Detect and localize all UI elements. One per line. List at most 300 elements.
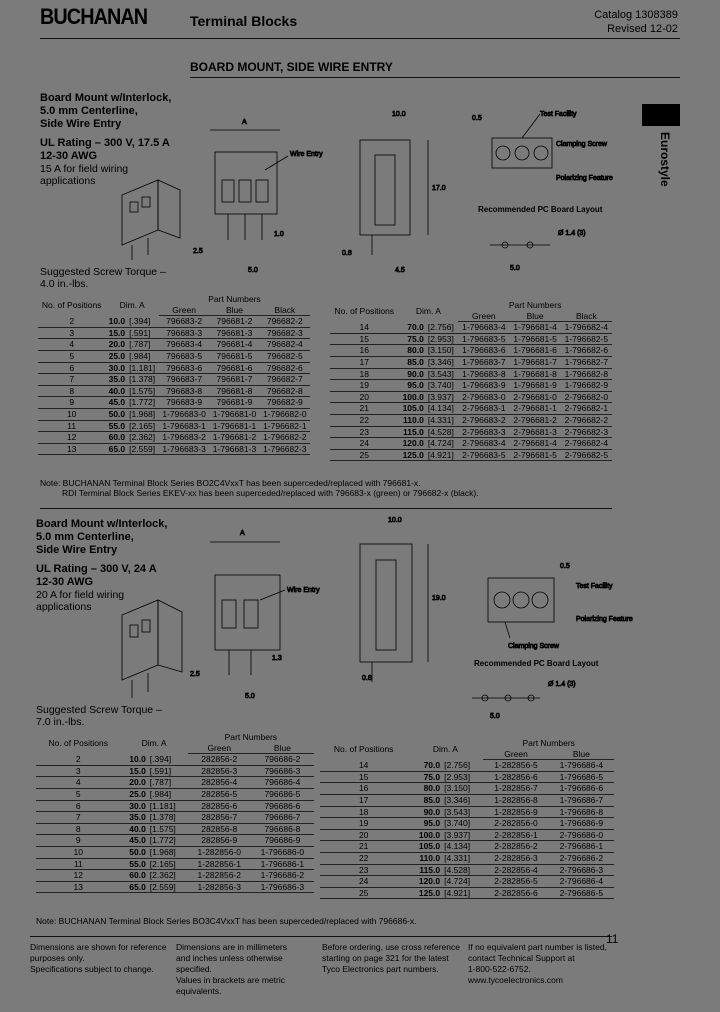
cell-green: 282856-2 [188, 754, 251, 766]
cell-dim-mm: 95.0 [407, 818, 442, 830]
cell-positions: 19 [320, 818, 407, 830]
cell-positions: 21 [330, 403, 399, 415]
cell-positions: 13 [38, 443, 105, 455]
cell-dim-in: [4.331] [442, 852, 483, 864]
cell-dim-mm: 55.0 [105, 420, 127, 432]
footer-col1-line1: Dimensions are shown for reference [30, 942, 167, 952]
block2-torque-2: 7.0 in.-lbs. [36, 716, 85, 728]
cell-dim-mm: 25.0 [120, 788, 147, 800]
cell-positions: 23 [330, 426, 399, 438]
cell-positions: 8 [38, 385, 105, 397]
cell-dim-in: [4.134] [442, 841, 483, 853]
cell-dim-in: [3.740] [442, 818, 483, 830]
cell-dim-mm: 70.0 [407, 760, 442, 772]
cell-dim-mm: 25.0 [105, 350, 127, 362]
cell-positions: 18 [330, 368, 399, 380]
cell-dim-in: [4.724] [442, 876, 483, 888]
cell-green: 1-282856-9 [483, 806, 548, 818]
cell-green: 1-796683-9 [458, 380, 509, 392]
cell-dim-in: [1.575] [148, 823, 188, 835]
block1-d0-5: 0.5 [472, 115, 482, 122]
table-row [320, 864, 614, 876]
block1-pcb-d5-0: 5.0 [510, 265, 520, 272]
cell-dim-in: [.787] [148, 777, 188, 789]
footer-col2-line2: and inches unless otherwise specified. [176, 953, 283, 974]
cell-green: 1-796683-7 [458, 356, 509, 368]
table-row [36, 870, 314, 882]
table-row [330, 449, 612, 461]
cell-positions: 9 [38, 397, 105, 409]
block1-iso-drawing [122, 180, 180, 260]
cell-dim-mm: 55.0 [120, 858, 147, 870]
table-row [320, 852, 614, 864]
block1-d2-5: 2.5 [193, 248, 203, 255]
block1-d10-0: 10.0 [392, 111, 406, 118]
col-green: Green [483, 749, 548, 760]
cell-positions: 3 [38, 327, 105, 339]
cell-blue: 2-796686-1 [549, 841, 614, 853]
cell-black: 1-796682-3 [260, 443, 310, 455]
cell-dim-in: [3.346] [426, 356, 458, 368]
cell-blue: 796681-5 [209, 350, 259, 362]
cell-positions: 7 [36, 812, 120, 824]
col-part-numbers: Part Numbers [522, 738, 575, 748]
cell-dim-mm: 85.0 [407, 794, 442, 806]
cell-positions: 15 [320, 771, 407, 783]
block2-d10-0: 10.0 [388, 517, 402, 524]
block1-pcb-title: Recommended PC Board Layout [478, 205, 603, 214]
footer-col2-line1: Dimensions are in millimeters [176, 942, 288, 952]
block1-top-drawing [472, 111, 613, 182]
cell-dim-mm: 85.0 [399, 356, 426, 368]
cell-blue: 796681-3 [209, 327, 259, 339]
cell-blue: 796681-9 [209, 397, 259, 409]
cell-blue: 1-796686-0 [251, 846, 314, 858]
block2-table-left [36, 732, 314, 893]
cell-positions: 12 [36, 870, 120, 882]
cell-dim-mm: 65.0 [120, 881, 147, 893]
table-row [38, 432, 310, 444]
cell-black: 796682-6 [260, 362, 310, 374]
cell-dim-in: [3.937] [442, 829, 483, 841]
col-blue: Blue [209, 305, 259, 316]
cell-black: 1-796682-5 [561, 333, 612, 345]
cell-positions: 5 [36, 788, 120, 800]
cell-green: 2-282856-5 [483, 876, 548, 888]
table-row [38, 408, 310, 420]
col-part-numbers: Part Numbers [208, 294, 261, 304]
cell-green: 282856-8 [188, 823, 251, 835]
cell-dim-mm: 35.0 [105, 374, 127, 386]
block2-d19-0: 19.0 [432, 595, 446, 602]
cell-blue: 1-796681-2 [209, 432, 259, 444]
cell-positions: 25 [330, 449, 399, 461]
cell-dim-in: [1.575] [127, 385, 159, 397]
cell-dim-mm: 50.0 [105, 408, 127, 420]
block1-front-drawing [193, 119, 323, 274]
cell-blue: 1-796686-7 [549, 794, 614, 806]
cell-green: 1-796683-8 [458, 368, 509, 380]
table-row [320, 783, 614, 795]
table-row [320, 841, 614, 853]
cell-positions: 6 [36, 800, 120, 812]
cell-black: 2-796682-0 [561, 391, 612, 403]
cell-positions: 2 [38, 316, 105, 328]
cell-blue: 2-796681-0 [509, 391, 560, 403]
table-row [330, 345, 612, 357]
cell-positions: 3 [36, 765, 120, 777]
block1-note [40, 478, 479, 498]
cell-positions: 14 [330, 322, 399, 334]
side-tab-label: Eurostyle [658, 132, 672, 187]
cell-green: 2-796683-4 [458, 438, 509, 450]
cell-green: 1-282856-0 [188, 846, 251, 858]
table-row [330, 356, 612, 368]
cell-dim-mm: 30.0 [105, 362, 127, 374]
col-dim-a: Dim. A [119, 299, 145, 310]
table-row [38, 316, 310, 328]
cell-dim-mm: 30.0 [120, 800, 147, 812]
cell-black: 1-796682-2 [260, 432, 310, 444]
brand-logo: BUCHANAN [40, 4, 148, 29]
col-positions: No. of Positions [48, 737, 108, 748]
block2-table-right [320, 738, 614, 899]
cell-dim-mm: 120.0 [399, 438, 426, 450]
cell-green: 796683-7 [159, 374, 209, 386]
cell-blue: 796686-7 [251, 812, 314, 824]
table-row [38, 420, 310, 432]
cell-black: 796682-9 [260, 397, 310, 409]
block1-field-1: 15 A for field wiring [40, 163, 129, 175]
cell-dim-mm: 20.0 [120, 777, 147, 789]
table-row [36, 765, 314, 777]
footer-col3-line1: Before ordering, use cross reference [322, 942, 460, 952]
table-row [330, 391, 612, 403]
cell-blue: 1-796681-4 [509, 322, 560, 334]
cell-green: 796683-5 [159, 350, 209, 362]
table-row [320, 876, 614, 888]
cell-dim-in: [.591] [127, 327, 159, 339]
cell-blue: 2-796686-3 [549, 864, 614, 876]
cell-black: 796682-2 [260, 316, 310, 328]
block2-d1-4: Ø 1.4 (3) [548, 681, 576, 688]
cell-dim-mm: 90.0 [407, 806, 442, 818]
cell-black: 2-796682-3 [561, 426, 612, 438]
cell-blue: 1-796686-5 [549, 771, 614, 783]
block1-table-left [38, 294, 310, 455]
cell-dim-mm: 65.0 [105, 443, 127, 455]
table-row [330, 380, 612, 392]
col-positions: No. of Positions [333, 743, 394, 754]
block2-title-1: Board Mount w/Interlock, [36, 518, 168, 530]
cell-dim-mm: 70.0 [399, 322, 426, 334]
block2-pcb-d5-0: 5.0 [490, 713, 500, 720]
cell-blue: 796681-2 [209, 316, 259, 328]
table-row [36, 823, 314, 835]
cell-black: 796682-3 [260, 327, 310, 339]
table-row [36, 754, 314, 766]
cell-blue: 796686-5 [251, 788, 314, 800]
cell-black: 1-796682-1 [260, 420, 310, 432]
cell-dim-mm: 60.0 [120, 870, 147, 882]
cell-black: 1-796682-8 [561, 368, 612, 380]
block2-clamping-screw: Clamping Screw [508, 643, 559, 650]
cell-green: 1-796683-1 [159, 420, 209, 432]
cell-blue: 796686-4 [251, 777, 314, 789]
footer-col2-line4: equivalents. [176, 986, 222, 996]
cell-dim-in: [1.968] [148, 846, 188, 858]
footer-col-2 [176, 942, 321, 997]
block1-table-right [330, 300, 612, 461]
cell-dim-mm: 95.0 [399, 380, 426, 392]
cell-positions: 17 [320, 794, 407, 806]
block1-wire-entry-label: Wire Entry [290, 151, 323, 158]
cell-positions: 5 [38, 350, 105, 362]
cell-positions: 17 [330, 356, 399, 368]
cell-blue: 796686-9 [251, 835, 314, 847]
cell-green: 2-282856-6 [483, 887, 548, 899]
cell-green: 1-796683-4 [458, 322, 509, 334]
cell-dim-in: [2.362] [148, 870, 188, 882]
block2-awg: 12-30 AWG [36, 576, 94, 588]
cell-dim-mm: 20.0 [105, 339, 127, 351]
cell-blue: 2-796681-5 [509, 449, 560, 461]
cell-dim-mm: 60.0 [105, 432, 127, 444]
cell-positions: 19 [330, 380, 399, 392]
cell-blue: 1-796686-4 [549, 760, 614, 772]
cell-green: 282856-7 [188, 812, 251, 824]
cell-blue: 796681-7 [209, 374, 259, 386]
table-row [38, 443, 310, 455]
footer-col2-line3: Values in brackets are metric [176, 975, 285, 985]
cell-green: 796683-4 [159, 339, 209, 351]
cell-green: 2-282856-0 [483, 818, 548, 830]
block2-field-1: 20 A for field wiring [36, 589, 125, 601]
header-rule [40, 38, 680, 39]
cell-dim-in: [.394] [127, 316, 159, 328]
cell-dim-mm: 80.0 [399, 345, 426, 357]
col-blue: Blue [509, 311, 560, 322]
header-title: Terminal Blocks [190, 13, 298, 29]
cell-blue: 796686-2 [251, 754, 314, 766]
col-part-numbers: Part Numbers [224, 732, 278, 742]
block2-pcb-drawing [472, 681, 576, 720]
revised-date: Revised 12-02 [607, 23, 678, 35]
cell-dim-mm: 45.0 [120, 835, 147, 847]
cell-dim-in: [.394] [148, 754, 188, 766]
table-row [320, 794, 614, 806]
footer-col1-line2: purposes only. [30, 953, 85, 963]
cell-dim-mm: 40.0 [120, 823, 147, 835]
block2-dim-a: A [240, 530, 245, 537]
cell-dim-mm: 100.0 [399, 391, 426, 403]
table-row [38, 327, 310, 339]
cell-green: 796683-2 [159, 316, 209, 328]
cell-dim-in: [2.559] [127, 443, 159, 455]
cell-dim-mm: 125.0 [399, 449, 426, 461]
block2-title-2: 5.0 mm Centerline, [36, 531, 134, 543]
block2-title-3: Side Wire Entry [36, 544, 118, 556]
cell-dim-in: [.984] [127, 350, 159, 362]
cell-dim-mm: 105.0 [399, 403, 426, 415]
cell-blue: 2-796686-4 [549, 876, 614, 888]
cell-dim-in: [4.724] [426, 438, 458, 450]
block2-d0-8: 0.8 [362, 675, 372, 682]
block1-drawings [110, 110, 640, 290]
block1-title-3: Side Wire Entry [40, 118, 122, 130]
cell-dim-mm: 120.0 [407, 876, 442, 888]
cell-blue: 1-796681-9 [509, 380, 560, 392]
table-row [320, 760, 614, 772]
block1-field-2: applications [40, 175, 96, 187]
cell-black: 2-796682-5 [561, 449, 612, 461]
cell-dim-mm: 10.0 [105, 316, 127, 328]
cell-positions: 23 [320, 864, 407, 876]
block2-polarizing: Polarizing Feature [576, 616, 633, 623]
col-black: Black [260, 305, 310, 316]
cell-green: 796683-3 [159, 327, 209, 339]
cell-dim-in: [.591] [148, 765, 188, 777]
cell-positions: 15 [330, 333, 399, 345]
cell-dim-mm: 15.0 [105, 327, 127, 339]
cell-blue: 796681-8 [209, 385, 259, 397]
block1-d1-0: 1.0 [274, 231, 284, 238]
cell-green: 282856-4 [188, 777, 251, 789]
col-part-numbers: Part Numbers [508, 300, 562, 310]
cell-dim-in: [1.181] [148, 800, 188, 812]
col-green: Green [458, 311, 509, 322]
cell-dim-in: [3.543] [426, 368, 458, 380]
col-green: Green [188, 743, 251, 754]
cell-dim-in: [1.378] [148, 812, 188, 824]
cell-green: 282856-6 [188, 800, 251, 812]
cell-dim-in: [3.937] [426, 391, 458, 403]
cell-green: 1-282856-1 [188, 858, 251, 870]
cell-green: 2-282856-1 [483, 829, 548, 841]
block2-torque-1: Suggested Screw Torque – [36, 704, 162, 716]
cell-dim-in: [3.740] [426, 380, 458, 392]
cell-dim-in: [2.165] [127, 420, 159, 432]
cell-blue: 1-796681-8 [509, 368, 560, 380]
cell-green: 1-282856-3 [188, 881, 251, 893]
table-row [36, 835, 314, 847]
footer-rule [30, 936, 612, 937]
cell-blue: 2-796686-2 [549, 852, 614, 864]
table-row [36, 788, 314, 800]
block1-rating: UL Rating – 300 V, 17.5 A [40, 137, 170, 149]
block1-torque-1: Suggested Screw Torque – [40, 266, 166, 278]
table-row [330, 426, 612, 438]
cell-black: 796682-8 [260, 385, 310, 397]
cell-dim-in: [.787] [127, 339, 159, 351]
cell-dim-mm: 45.0 [105, 397, 127, 409]
block1-clamping-screw: Clamping Screw [556, 141, 607, 148]
table-row [320, 818, 614, 830]
cell-blue: 1-796686-2 [251, 870, 314, 882]
cell-positions: 16 [320, 783, 407, 795]
cell-dim-in: [4.528] [442, 864, 483, 876]
cell-blue: 796681-6 [209, 362, 259, 374]
cell-positions: 12 [38, 432, 105, 444]
col-blue: Blue [549, 749, 614, 760]
block2-field-2: applications [36, 601, 92, 613]
cell-dim-in: [2.953] [442, 771, 483, 783]
cell-black: 796682-5 [260, 350, 310, 362]
cell-green: 796683-9 [159, 397, 209, 409]
table-row [36, 800, 314, 812]
block2-front-drawing [190, 530, 320, 700]
cell-dim-in: [2.756] [426, 322, 458, 334]
footer-website[interactable]: www.tycoelectronics.com [468, 975, 563, 985]
cell-black: 2-796682-2 [561, 414, 612, 426]
cell-positions: 16 [330, 345, 399, 357]
cell-dim-in: [1.378] [127, 374, 159, 386]
cell-blue: 796686-8 [251, 823, 314, 835]
cell-dim-in: [4.134] [426, 403, 458, 415]
block1-title-1: Board Mount w/Interlock, [40, 92, 172, 104]
cell-positions: 18 [320, 806, 407, 818]
cell-positions: 6 [38, 362, 105, 374]
cell-blue: 1-796681-5 [509, 333, 560, 345]
cell-black: 1-796682-9 [561, 380, 612, 392]
cell-dim-in: [3.150] [442, 783, 483, 795]
table-row [320, 829, 614, 841]
block2-side-drawing [360, 517, 446, 682]
cell-black: 2-796682-1 [561, 403, 612, 415]
cell-green: 2-282856-3 [483, 852, 548, 864]
table-row [38, 362, 310, 374]
cell-black: 1-796682-6 [561, 345, 612, 357]
table-row [320, 887, 614, 899]
block1-dim-a: A [242, 119, 247, 126]
table-row [330, 438, 612, 450]
table-row [36, 846, 314, 858]
cell-blue: 796686-3 [251, 765, 314, 777]
block1-awg: 12-30 AWG [40, 150, 98, 162]
block1-torque-2: 4.0 in.-lbs. [40, 278, 89, 290]
cell-dim-in: [2.559] [148, 881, 188, 893]
cell-green: 1-282856-6 [483, 771, 548, 783]
cell-positions: 25 [320, 887, 407, 899]
block-divider [40, 508, 612, 509]
block2-test-facility: Test Facility [576, 583, 613, 590]
cell-positions: 4 [36, 777, 120, 789]
table-row [36, 881, 314, 893]
table-row [330, 322, 612, 334]
block1-test-facility: Test Facility [540, 111, 577, 118]
cell-dim-in: [4.528] [426, 426, 458, 438]
cell-positions: 24 [330, 438, 399, 450]
cell-green: 2-796683-3 [458, 426, 509, 438]
cell-dim-mm: 100.0 [407, 829, 442, 841]
cell-blue: 2-796681-3 [509, 426, 560, 438]
cell-dim-in: [1.181] [127, 362, 159, 374]
block2-d1-3: 1.3 [272, 655, 282, 662]
cell-green: 1-282856-8 [483, 794, 548, 806]
footer-col1-line3: Specifications subject to change. [30, 964, 154, 974]
cell-blue: 1-796686-1 [251, 858, 314, 870]
cell-blue: 1-796681-3 [209, 443, 259, 455]
block1-note-2: RDI Terminal Block Series EKEV-xx has been superceded/replaced with 796683-x (green) or 796682-x (black). [62, 488, 479, 498]
cell-blue: 2-796681-4 [509, 438, 560, 450]
cell-black: 796682-4 [260, 339, 310, 351]
cell-green: 1-796683-2 [159, 432, 209, 444]
block2-d0-5: 0.5 [560, 563, 570, 570]
footer-col4-line2: contact Technical Support at [468, 953, 575, 963]
cell-black: 1-796682-7 [561, 356, 612, 368]
cell-dim-mm: 110.0 [407, 852, 442, 864]
col-black: Black [561, 311, 612, 322]
